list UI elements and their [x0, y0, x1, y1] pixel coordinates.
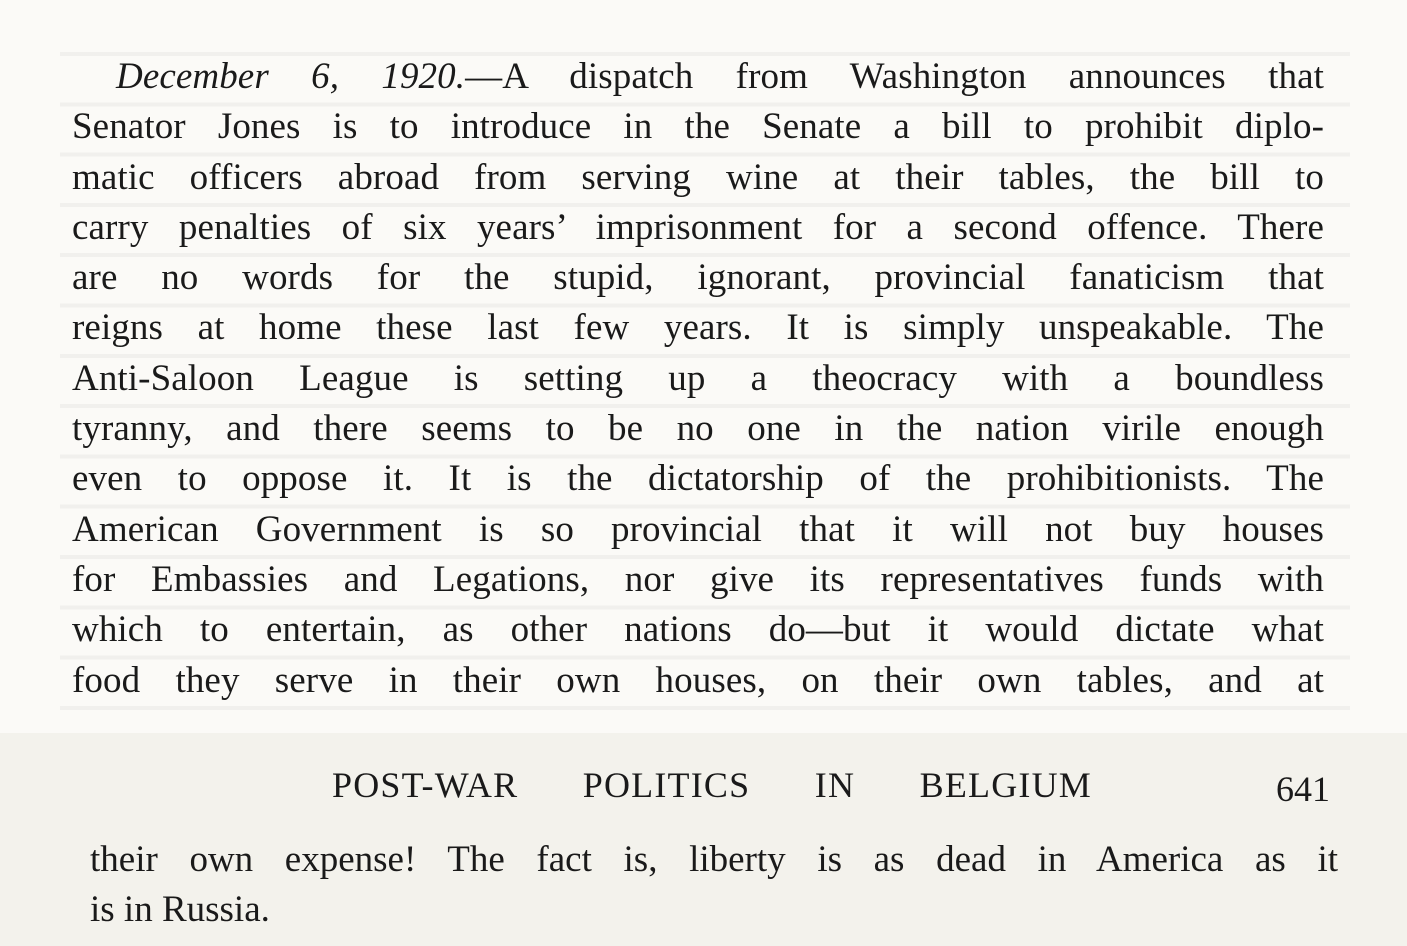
text-line-5: are no words for the stupid, ignorant, provincial fanaticism that [72, 257, 1324, 299]
text-line-10: American Government is so provincial that it will not buy houses [72, 508, 1324, 550]
continuation-line-1: their own expense! The fact is, liberty is as dead in America as it [90, 839, 1338, 880]
entry-first-line: —A dispatch from Washington announces that [465, 56, 1324, 97]
text-line-1 [116, 52, 1324, 102]
page-number: 641 [1276, 769, 1330, 809]
text-line-12: which to entertain, as other nations do—but it would dictate what [72, 609, 1324, 651]
text-line-9: even to oppose it. It is the dictatorship of the prohibitionists. The [72, 458, 1324, 500]
entry-date: December 6, 1920. [116, 56, 466, 97]
text-line-8: tyranny, and there seems to be no one in the nation virile enough [72, 408, 1324, 450]
text-line-3: matic officers abroad from serving wine at their tables, the bill to [72, 156, 1324, 198]
continuation-paragraph [90, 835, 1338, 935]
text-line-2: Senator Jones is to introduce in the Senate a bill to prohibit diplo- [72, 106, 1324, 148]
text-line-11: for Embassies and Legations, nor give its representatives funds with [72, 558, 1324, 600]
text-line-6: reigns at home these last few years. It is simply unspeakable. The [72, 307, 1324, 349]
diary-entry-paragraph [72, 52, 1324, 706]
continuation-line-2: is in Russia. [90, 889, 270, 930]
text-line-7: Anti-Saloon League is setting up a theocracy with a boundless [72, 357, 1324, 399]
running-head: POST-WAR POLITICS IN BELGIUM [332, 765, 1092, 805]
text-line-13: food they serve in their own houses, on their own tables, and at [72, 659, 1324, 701]
text-line-4: carry penalties of six years’ imprisonment for a second offence. There [72, 206, 1324, 248]
